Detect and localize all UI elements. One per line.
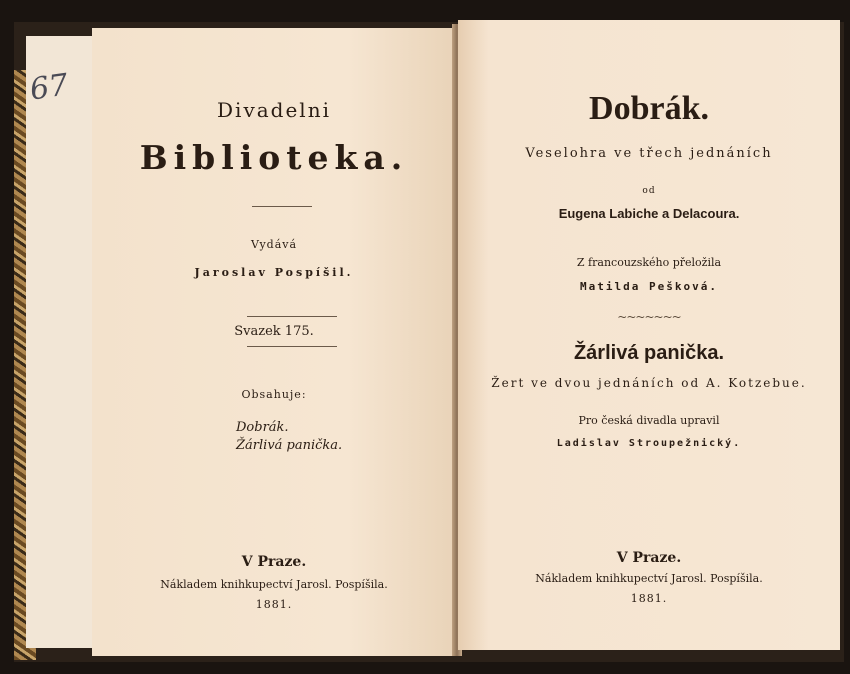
play-title: Dobrák.	[589, 90, 709, 127]
divider	[252, 206, 312, 207]
contents-label: Obsahuje:	[241, 388, 307, 401]
pencil-annotation: 67	[27, 67, 71, 108]
adaptation-note: Pro česká divadla upravil	[578, 414, 720, 427]
series-title-line2: Biblioteka.	[139, 138, 409, 177]
second-play-title: Žárlivá panička.	[573, 342, 725, 364]
imprint-publisher: Nákladem knihkupectví Jarosl. Pospíšila.	[160, 578, 388, 591]
by-label: od	[642, 186, 656, 196]
divider	[247, 346, 337, 347]
contents-item: Žárlivá panička.	[236, 438, 343, 453]
second-play-subtitle: Žert ve dvou jednáních od A. Kotzebue.	[491, 376, 807, 390]
publisher-name: Jaroslav Pospíšil.	[194, 266, 354, 279]
translation-note: Z francouzského přeložila	[576, 256, 722, 269]
divider	[247, 316, 337, 317]
play-authors: Eugena Labiche a Delacoura.	[558, 206, 740, 221]
flyleaf	[26, 36, 97, 648]
adapter-name: Ladislav Stroupežnický.	[556, 438, 742, 449]
imprint-year: 1881.	[630, 592, 668, 605]
publisher-label: Vydává	[250, 238, 298, 251]
contents-item: Dobrák.	[236, 420, 289, 435]
imprint-city: V Praze.	[241, 554, 307, 570]
imprint-city: V Praze.	[616, 550, 682, 566]
imprint-year: 1881.	[255, 598, 293, 611]
imprint-publisher: Nákladem knihkupectví Jarosl. Pospíšila.	[535, 572, 763, 585]
series-title-line1: Divadelni	[217, 98, 331, 122]
play-subtitle: Veselohra ve třech jednáních	[525, 146, 773, 161]
left-page	[92, 28, 456, 656]
ornament-rule: ~~~~~~~	[617, 310, 681, 324]
right-page	[458, 20, 840, 650]
volume-number: Svazek 175.	[234, 324, 314, 339]
translator-name: Matilda Pešková.	[580, 280, 718, 293]
